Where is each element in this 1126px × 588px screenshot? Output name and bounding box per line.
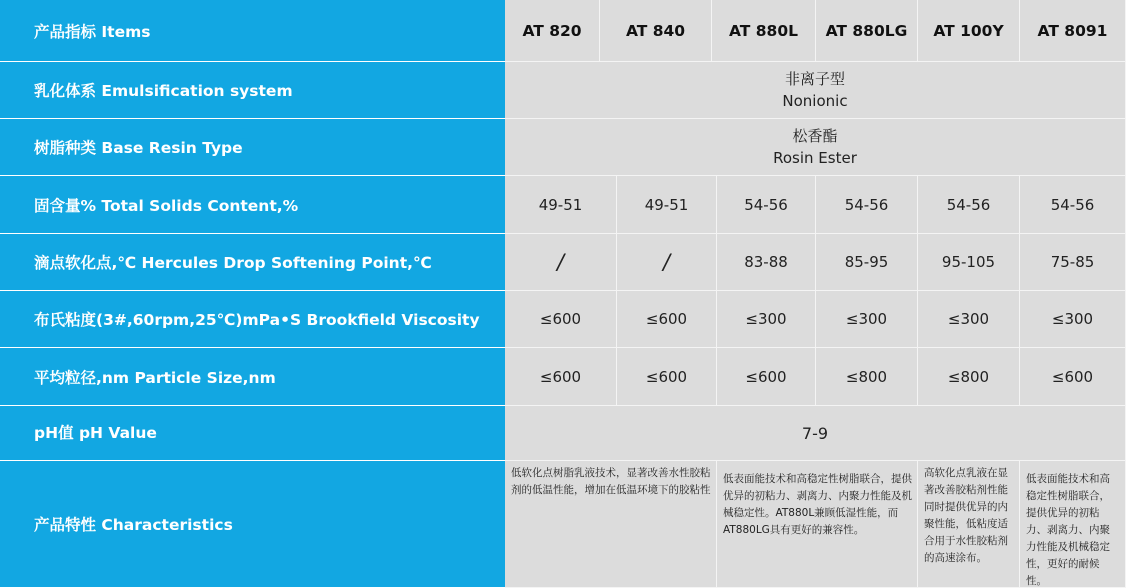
softening-at880lg: 85-95	[816, 234, 918, 291]
product-header-at820: AT 820	[505, 0, 600, 62]
softening-at100y: 95-105	[918, 234, 1020, 291]
softening-at820: /	[505, 234, 617, 291]
viscosity-at100y: ≤300	[918, 291, 1020, 348]
viscosity-at880l: ≤300	[717, 291, 816, 348]
ph-value: 7-9	[505, 406, 1126, 461]
viscosity-at8091: ≤300	[1020, 291, 1126, 348]
softening-at8091: 75-85	[1020, 234, 1126, 291]
solids-at840: 49-51	[617, 176, 717, 234]
viscosity-at880lg: ≤300	[816, 291, 918, 348]
header-label: 产品指标 Items	[0, 0, 505, 62]
resin-value	[505, 119, 1126, 176]
characteristics-at8091	[1020, 461, 1126, 588]
characteristics-at820-at840	[505, 461, 717, 588]
solids-at100y: 54-56	[918, 176, 1020, 234]
particle-at840: ≤600	[617, 348, 717, 406]
characteristics-at100y	[918, 461, 1020, 588]
product-header-at100y: AT 100Y	[918, 0, 1020, 62]
solids-at880lg: 54-56	[816, 176, 918, 234]
particle-at880l: ≤600	[717, 348, 816, 406]
particle-at8091: ≤600	[1020, 348, 1126, 406]
viscosity-at840: ≤600	[617, 291, 717, 348]
row-label-resin: 树脂种类 Base Resin Type	[0, 119, 505, 176]
characteristics-note-4: 低表面能技术和高稳定性树脂联合，提供优异的初粘力、剥离力、内聚力性能及机械稳定性，更好的耐候性。	[1026, 473, 1110, 587]
row-label-solids: 固含量% Total Solids Content,%	[0, 176, 505, 234]
particle-at820: ≤600	[505, 348, 617, 406]
product-header-at880lg: AT 880LG	[816, 0, 918, 62]
row-label-emulsification: 乳化体系 Emulsification system	[0, 62, 505, 119]
solids-at820: 49-51	[505, 176, 617, 234]
softening-at840: /	[617, 234, 717, 291]
emulsification-value-en: Nonionic	[782, 92, 848, 110]
characteristics-note-1: 低软化点树脂乳液技术，显著改善水性胶粘剂的低温性能，增加在低温环境下的胶粘性	[511, 467, 711, 496]
characteristics-note-2: 低表面能技术和高稳定性树脂联合，提供优异的初粘力、剥离力、内聚力性能及机械稳定性。AT880L兼顾低湿性能，而AT880LG具有更好的兼容性。	[723, 473, 912, 536]
solids-at8091: 54-56	[1020, 176, 1126, 234]
particle-at880lg: ≤800	[816, 348, 918, 406]
characteristics-at880l-at880lg	[717, 461, 918, 588]
row-label-particle: 平均粒径,nm Particle Size,nm	[0, 348, 505, 406]
softening-at880l: 83-88	[717, 234, 816, 291]
resin-value-en: Rosin Ester	[773, 149, 857, 167]
product-header-at840: AT 840	[600, 0, 712, 62]
solids-at880l: 54-56	[717, 176, 816, 234]
product-header-at8091: AT 8091	[1020, 0, 1126, 62]
product-header-at880l: AT 880L	[712, 0, 816, 62]
row-label-characteristics: 产品特性 Characteristics	[0, 461, 505, 588]
resin-value-cn: 松香酯	[792, 127, 838, 145]
characteristics-note-3: 高软化点乳液在显著改善胶粘剂性能同时提供优异的内聚性能，低粘度适合用于水性胶粘剂的高速涂布。	[924, 467, 1008, 564]
emulsification-value-cn: 非离子型	[784, 70, 845, 88]
row-label-softening: 滴点软化点,℃ Hercules Drop Softening Point,℃	[0, 234, 505, 291]
viscosity-at820: ≤600	[505, 291, 617, 348]
particle-at100y: ≤800	[918, 348, 1020, 406]
emulsification-value	[505, 62, 1126, 119]
row-label-ph: pH值 pH Value	[0, 406, 505, 461]
row-label-viscosity: 布氏粘度(3#,60rpm,25℃)mPa•S Brookfield Viscosity	[0, 291, 505, 348]
